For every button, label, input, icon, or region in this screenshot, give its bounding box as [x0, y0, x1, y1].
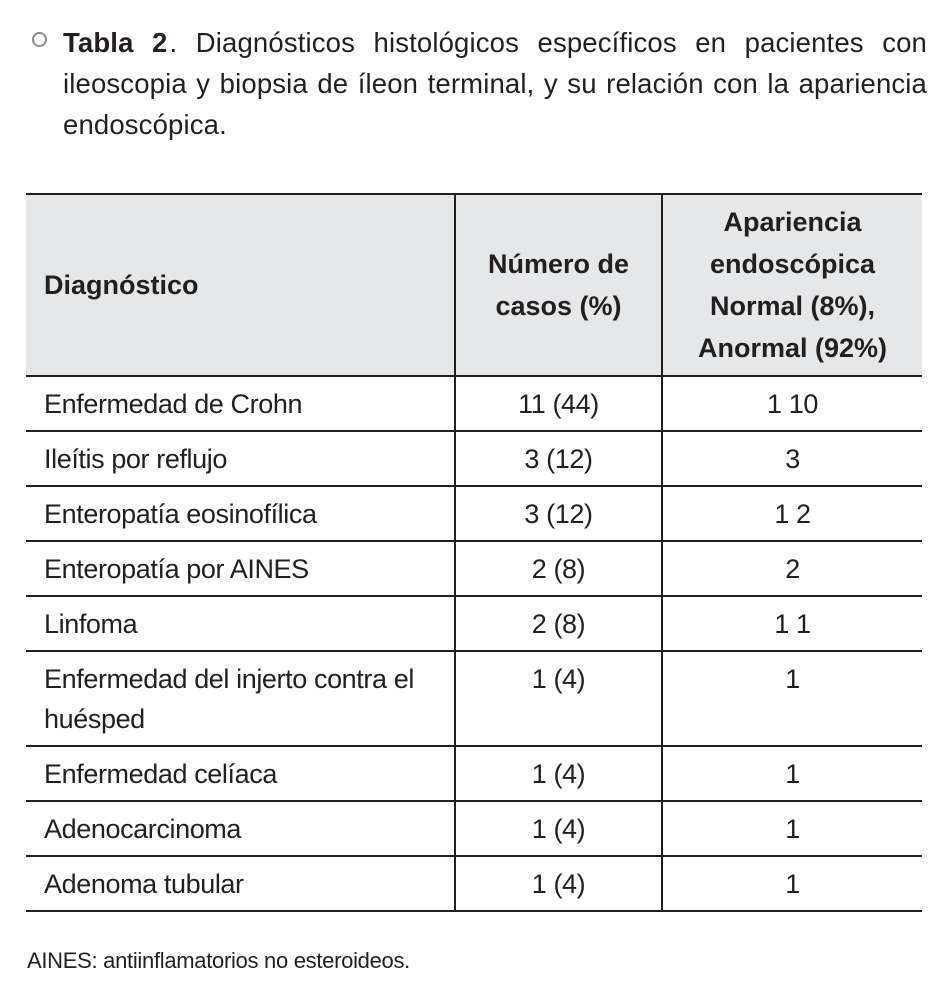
table-row: [26, 541, 922, 596]
table-body: [26, 376, 922, 911]
header-diagnostico: Diagnóstico: [26, 194, 455, 376]
table-row: [26, 651, 922, 746]
table-row: [26, 856, 922, 911]
cell-diagnostico: Enfermedad del injerto contra el huésped: [26, 651, 455, 746]
cell-apariencia: 1 1: [662, 596, 922, 651]
cell-numero: 11 (44): [455, 376, 662, 431]
table-row: [26, 486, 922, 541]
cell-diagnostico: Ileítis por reflujo: [26, 431, 455, 486]
table-row: [26, 746, 922, 801]
cell-numero: 1 (4): [455, 801, 662, 856]
caption-label: Tabla 2: [63, 27, 168, 58]
header-apariencia-endoscopica: Apariencia endoscópica Normal (8%), Anormal (92%): [662, 194, 922, 376]
cell-apariencia: 1: [662, 856, 922, 911]
cell-apariencia: 1 2: [662, 486, 922, 541]
circle-bullet-icon: [32, 32, 47, 47]
diagnosis-table: [26, 193, 922, 912]
cell-diagnostico: Adenoma tubular: [26, 856, 455, 911]
table-footnote: AINES: antiinflamatorios no esteroideos.: [27, 948, 410, 973]
cell-diagnostico: Adenocarcinoma: [26, 801, 455, 856]
cell-apariencia: 1: [662, 801, 922, 856]
caption-description: . Diagnósticos histológicos específicos en pacientes con ileoscopia y biopsia de íleon terminal, y su relación con la apariencia endoscópica.: [63, 27, 927, 140]
cell-apariencia: 1: [662, 651, 922, 746]
table-row: [26, 801, 922, 856]
table-row: [26, 376, 922, 431]
cell-apariencia: 1: [662, 746, 922, 801]
cell-numero: 2 (8): [455, 541, 662, 596]
cell-apariencia: 2: [662, 541, 922, 596]
cell-diagnostico: Enfermedad de Crohn: [26, 376, 455, 431]
cell-diagnostico: Enteropatía eosinofílica: [26, 486, 455, 541]
table-header-row: [26, 194, 922, 376]
cell-diagnostico: Enteropatía por AINES: [26, 541, 455, 596]
cell-apariencia: 3: [662, 431, 922, 486]
header-numero-casos: Número de casos (%): [455, 194, 662, 376]
cell-numero: 2 (8): [455, 596, 662, 651]
cell-apariencia: 1 10: [662, 376, 922, 431]
cell-numero: 1 (4): [455, 651, 662, 746]
cell-numero: 1 (4): [455, 746, 662, 801]
table-row: [26, 596, 922, 651]
table-row: [26, 431, 922, 486]
cell-numero: 3 (12): [455, 431, 662, 486]
cell-diagnostico: Linfoma: [26, 596, 455, 651]
cell-numero: 1 (4): [455, 856, 662, 911]
cell-numero: 3 (12): [455, 486, 662, 541]
cell-diagnostico: Enfermedad celíaca: [26, 746, 455, 801]
caption-text: [63, 22, 927, 145]
table-caption: [32, 22, 927, 145]
